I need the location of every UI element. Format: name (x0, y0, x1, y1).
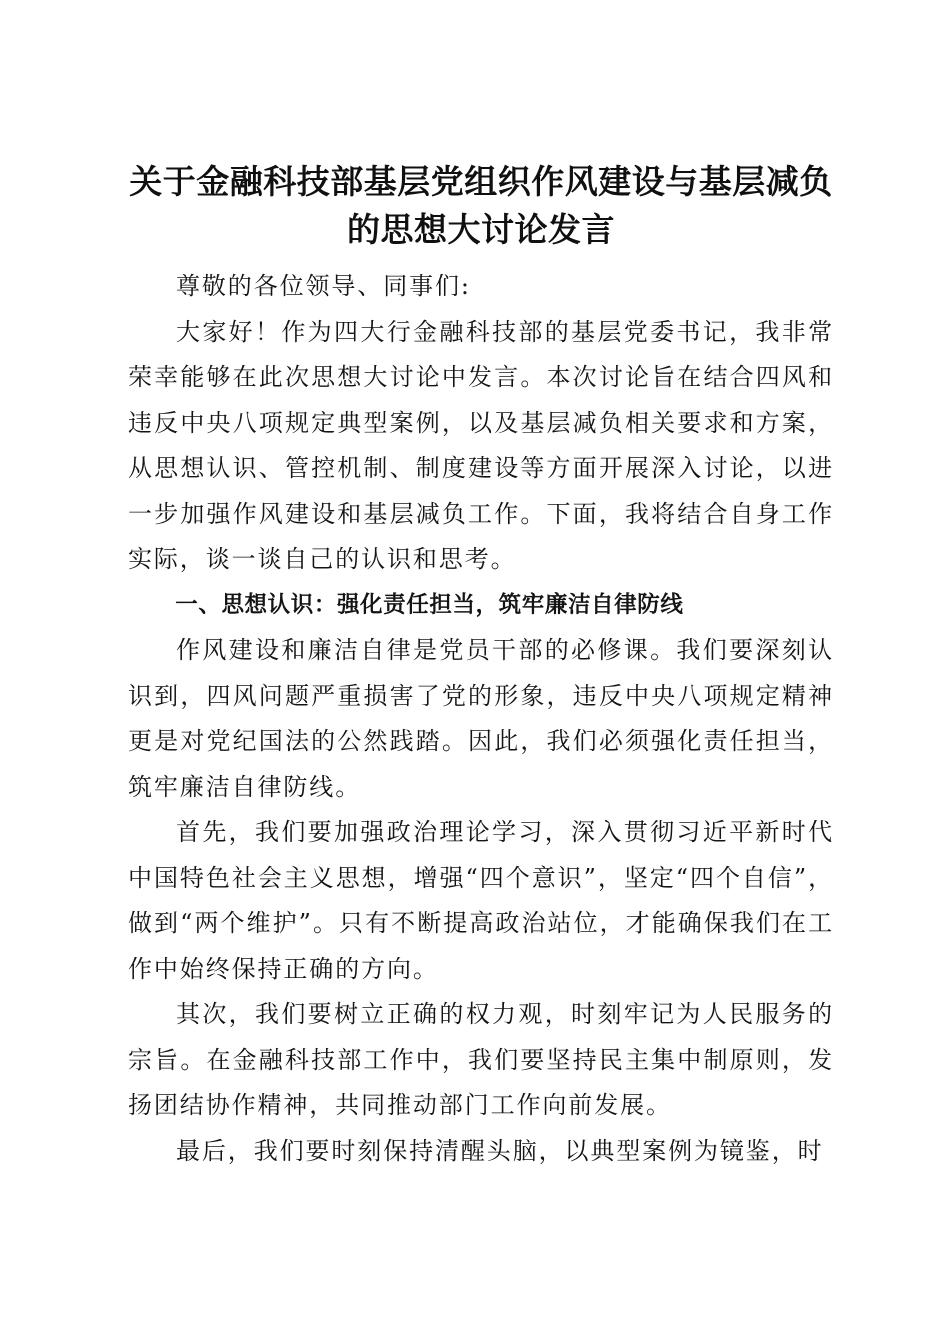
paragraph-section1-intro: 作风建设和廉洁自律是党员干部的必修课。我们要深刻认识到，四风问题严重损害了党的形象，违反中央八项规定精神更是对党纪国法的公然践踏。因此，我们必须强化责任担当，筑牢廉洁自律防线。 (128, 636, 834, 801)
paragraph-intro: 大家好！作为四大行金融科技部的基层党委书记，我非常荣幸能够在此次思想大讨论中发言。本次讨论旨在结合四风和违反中央八项规定典型案例，以及基层减负相关要求和方案，从思想认识、管控机制、制度建设等方面开展深入讨论，以进一步加强作风建设和基层减负工作。下面，我将结合自身工作实际，谈一谈自己的认识和思考。 (128, 317, 834, 573)
paragraph-first-point: 首先，我们要加强政治理论学习，深入贯彻习近平新时代中国特色社会主义思想，增强“四个意识”，坚定“四个自信”，做到“两个维护”。只有不断提高政治站位，才能确保我们在工作中始终保持正确的方向。 (128, 818, 834, 983)
document-content (128, 158, 834, 1174)
document-body (128, 264, 834, 1174)
document-title: 关于金融科技部基层党组织作风建设与基层减负的思想大讨论发言 (129, 162, 833, 249)
paragraph-last-point: 最后，我们要时刻保持清醒头脑，以典型案例为镜鉴，时 (176, 1136, 824, 1165)
greeting: 尊敬的各位领导、同事们: (176, 272, 471, 300)
section-heading-1: 一、思想认识：强化责任担当，筑牢廉洁自律防线 (175, 591, 684, 618)
paragraph-second-point: 其次，我们要树立正确的权力观，时刻牢记为人民服务的宗旨。在金融科技部工作中，我们要坚持民主集中制原则，发扬团结协作精神，共同推动部门工作向前发展。 (128, 1000, 834, 1119)
